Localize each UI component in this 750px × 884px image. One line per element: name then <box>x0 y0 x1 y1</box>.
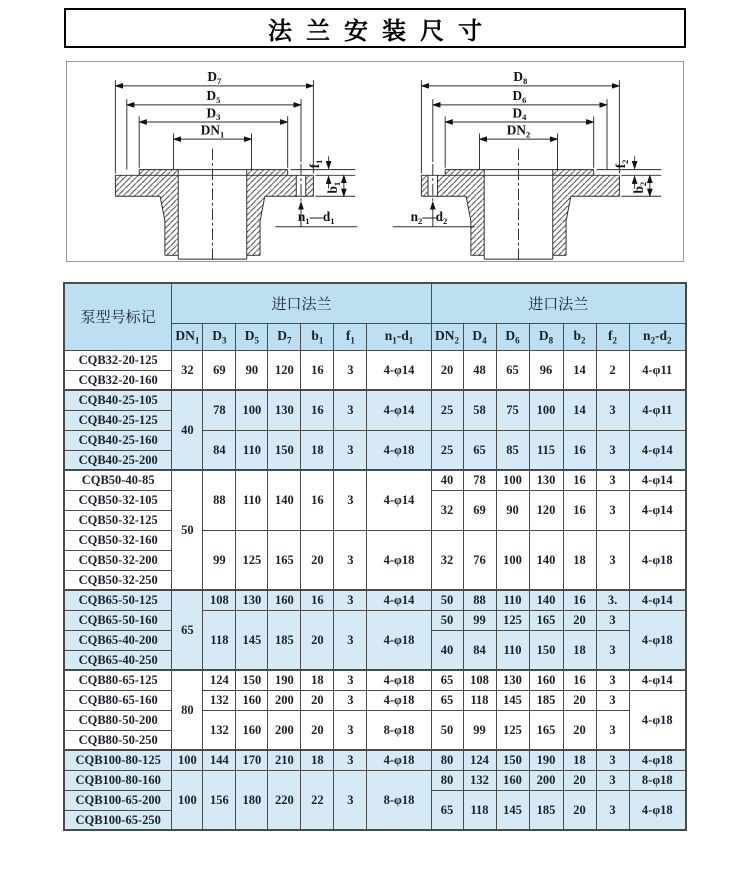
value-cell: 20 <box>563 610 596 630</box>
dim-label-D3: $D_3$ <box>206 104 221 122</box>
value-cell: 4-φ18 <box>629 750 686 770</box>
value-cell: 100 <box>172 750 203 770</box>
model-cell: CQB32-20-125 <box>64 350 172 370</box>
value-cell: 4-φ14 <box>629 590 686 610</box>
value-cell: 118 <box>463 690 496 710</box>
value-cell: 4-φ14 <box>367 350 431 390</box>
value-cell: 3 <box>596 610 629 630</box>
column-header: $D_8$ <box>529 323 563 350</box>
value-cell: 99 <box>203 530 236 590</box>
value-cell: 20 <box>563 770 596 790</box>
value-cell: 16 <box>563 670 596 690</box>
value-cell: 16 <box>301 390 334 430</box>
value-cell: 20 <box>301 610 334 670</box>
value-cell: 20 <box>301 710 334 750</box>
value-cell: 16 <box>301 470 334 530</box>
table-row <box>64 590 686 610</box>
dim-label-n2-d2: $n_2—d_2$ <box>410 208 448 226</box>
value-cell: 3 <box>334 750 367 770</box>
value-cell: 110 <box>236 430 268 470</box>
value-cell: 210 <box>268 750 301 770</box>
model-cell: CQB100-80-160 <box>64 770 172 790</box>
value-cell: 108 <box>463 670 496 690</box>
column-header: $f_2$ <box>596 323 629 350</box>
model-cell: CQB100-65-200 <box>64 790 172 810</box>
value-cell: 190 <box>529 750 563 770</box>
column-header: $b_2$ <box>563 323 596 350</box>
value-cell: 130 <box>268 390 301 430</box>
value-cell: 18 <box>563 530 596 590</box>
value-cell: 3 <box>334 670 367 690</box>
value-cell: 130 <box>496 670 529 690</box>
flange-group-header-2: 进口法兰 <box>431 283 686 323</box>
value-cell: 3 <box>596 790 629 830</box>
flange-group-header-1: 进口法兰 <box>172 283 431 323</box>
value-cell: 14 <box>563 350 596 390</box>
value-cell: 185 <box>268 610 301 670</box>
value-cell: 4-φ18 <box>367 750 431 770</box>
value-cell: 18 <box>301 430 334 470</box>
value-cell: 65 <box>463 430 496 470</box>
dim-label-f1: $f_1$ <box>307 159 324 168</box>
value-cell: 185 <box>529 690 563 710</box>
value-cell: 16 <box>563 490 596 530</box>
model-cell: CQB50-32-125 <box>64 510 172 530</box>
model-cell: CQB50-40-85 <box>64 470 172 490</box>
value-cell: 20 <box>563 710 596 750</box>
value-cell: 90 <box>236 350 268 390</box>
value-cell: 48 <box>463 350 496 390</box>
model-cell: CQB40-25-125 <box>64 410 172 430</box>
value-cell: 3 <box>596 390 629 430</box>
model-cell: CQB50-32-105 <box>64 490 172 510</box>
page-title <box>64 8 686 48</box>
value-cell: 3 <box>596 430 629 470</box>
value-cell: 3 <box>334 610 367 670</box>
value-cell: 4-φ11 <box>629 390 686 430</box>
value-cell: 3 <box>596 630 629 670</box>
value-cell: 170 <box>236 750 268 770</box>
table-row <box>64 470 686 490</box>
value-cell: 110 <box>496 590 529 610</box>
table-row <box>64 530 686 550</box>
dim-label-D4: $D_4$ <box>512 104 527 122</box>
value-cell: 8-φ18 <box>367 770 431 830</box>
value-cell: 156 <box>203 770 236 830</box>
value-cell: 16 <box>563 470 596 490</box>
dim-label-b1: $b_1$ <box>325 181 343 194</box>
value-cell: 130 <box>236 590 268 610</box>
model-cell: CQB65-50-125 <box>64 590 172 610</box>
value-cell: 88 <box>463 590 496 610</box>
value-cell: 4-φ18 <box>629 790 686 830</box>
value-cell: 20 <box>563 690 596 710</box>
value-cell: 125 <box>496 610 529 630</box>
value-cell: 40 <box>431 630 463 670</box>
value-cell: 2 <box>596 350 629 390</box>
value-cell: 69 <box>463 490 496 530</box>
column-header: $D_6$ <box>496 323 529 350</box>
value-cell: 3 <box>596 690 629 710</box>
value-cell: 99 <box>463 710 496 750</box>
model-cell: CQB80-65-125 <box>64 670 172 690</box>
value-cell: 40 <box>172 390 203 470</box>
value-cell: 150 <box>268 430 301 470</box>
value-cell: 100 <box>236 390 268 430</box>
value-cell: 130 <box>529 470 563 490</box>
table-row <box>64 670 686 690</box>
value-cell: 4-φ18 <box>629 690 686 750</box>
table-row <box>64 750 686 770</box>
dim-label-b2: $b_2$ <box>631 181 649 194</box>
value-cell: 50 <box>172 470 203 590</box>
model-cell: CQB80-65-160 <box>64 690 172 710</box>
model-cell: CQB100-80-125 <box>64 750 172 770</box>
value-cell: 18 <box>301 670 334 690</box>
value-cell: 150 <box>236 670 268 690</box>
value-cell: 78 <box>203 390 236 430</box>
value-cell: 32 <box>431 530 463 590</box>
column-header: $b_1$ <box>301 323 334 350</box>
value-cell: 84 <box>463 630 496 670</box>
flange-section-hatch <box>553 169 620 255</box>
dim-label-D6: $D_6$ <box>512 87 527 105</box>
model-cell: CQB80-50-250 <box>64 730 172 750</box>
value-cell: 120 <box>268 350 301 390</box>
model-cell: CQB50-32-250 <box>64 570 172 590</box>
value-cell: 118 <box>463 790 496 830</box>
value-cell: 50 <box>431 610 463 630</box>
value-cell: 16 <box>301 350 334 390</box>
value-cell: 4-φ18 <box>367 690 431 710</box>
value-cell: 125 <box>496 710 529 750</box>
value-cell: 3 <box>596 670 629 690</box>
value-cell: 50 <box>431 710 463 750</box>
value-cell: 132 <box>203 690 236 710</box>
value-cell: 140 <box>268 470 301 530</box>
value-cell: 145 <box>496 790 529 830</box>
value-cell: 3 <box>596 710 629 750</box>
value-cell: 4-φ11 <box>629 350 686 390</box>
value-cell: 25 <box>431 430 463 470</box>
value-cell: 4-φ18 <box>629 610 686 670</box>
value-cell: 132 <box>463 770 496 790</box>
table-row <box>64 610 686 630</box>
value-cell: 185 <box>529 790 563 830</box>
value-cell: 165 <box>268 530 301 590</box>
value-cell: 4-φ18 <box>367 670 431 690</box>
value-cell: 3 <box>334 470 367 530</box>
value-cell: 22 <box>301 770 334 830</box>
value-cell: 3 <box>334 390 367 430</box>
dim-label-D8: $D_8$ <box>513 68 528 86</box>
value-cell: 80 <box>431 770 463 790</box>
value-cell: 140 <box>529 590 563 610</box>
value-cell: 85 <box>496 430 529 470</box>
dim-label-D5: $D_5$ <box>206 87 221 105</box>
value-cell: 65 <box>172 590 203 670</box>
table-row <box>64 710 686 730</box>
value-cell: 4-φ18 <box>367 530 431 590</box>
page-title-text: 法兰安装尺寸 <box>268 17 496 45</box>
value-cell: 3 <box>334 710 367 750</box>
value-cell: 4-φ18 <box>367 430 431 470</box>
value-cell: 110 <box>496 630 529 670</box>
value-cell: 32 <box>431 490 463 530</box>
model-cell: CQB40-25-105 <box>64 390 172 410</box>
value-cell: 200 <box>268 690 301 710</box>
model-cell: CQB50-32-200 <box>64 550 172 570</box>
value-cell: 14 <box>563 390 596 430</box>
value-cell: 58 <box>463 390 496 430</box>
value-cell: 100 <box>496 530 529 590</box>
value-cell: 118 <box>203 610 236 670</box>
value-cell: 3 <box>334 530 367 590</box>
value-cell: 220 <box>268 770 301 830</box>
value-cell: 165 <box>529 610 563 630</box>
model-cell: CQB100-65-250 <box>64 810 172 830</box>
value-cell: 160 <box>529 670 563 690</box>
value-cell: 18 <box>301 750 334 770</box>
value-cell: 110 <box>236 470 268 530</box>
column-header: $D_3$ <box>203 323 236 350</box>
value-cell: 32 <box>172 350 203 390</box>
value-cell: 99 <box>463 610 496 630</box>
column-header: $D_7$ <box>268 323 301 350</box>
column-header: $n_2-d_2$ <box>629 323 686 350</box>
model-cell: CQB65-40-200 <box>64 630 172 650</box>
value-cell: 50 <box>431 590 463 610</box>
table-row <box>64 390 686 410</box>
value-cell: 120 <box>529 490 563 530</box>
column-header: $DN_1$ <box>172 323 203 350</box>
value-cell: 3 <box>596 770 629 790</box>
model-cell: CQB65-50-160 <box>64 610 172 630</box>
value-cell: 75 <box>496 390 529 430</box>
value-cell: 4-φ14 <box>367 390 431 430</box>
value-cell: 108 <box>203 590 236 610</box>
flange-outline-and-dimension-lines <box>115 80 357 259</box>
value-cell: 150 <box>529 630 563 670</box>
value-cell: 190 <box>268 670 301 690</box>
value-cell: 65 <box>496 350 529 390</box>
value-cell: 78 <box>463 470 496 490</box>
pump-model-corner-header: 泵型号标记 <box>64 283 172 350</box>
dim-label-n1-d1: $n_1—d_1$ <box>297 208 335 226</box>
value-cell: 160 <box>236 690 268 710</box>
value-cell: 144 <box>203 750 236 770</box>
value-cell: 20 <box>301 530 334 590</box>
value-cell: 8-φ18 <box>367 710 431 750</box>
value-cell: 65 <box>431 670 463 690</box>
model-cell: CQB65-40-250 <box>64 650 172 670</box>
value-cell: 3 <box>334 430 367 470</box>
column-header: $DN_2$ <box>431 323 463 350</box>
value-cell: 200 <box>529 770 563 790</box>
value-cell: 3 <box>596 470 629 490</box>
dim-label-DN1: $DN_1$ <box>200 121 225 139</box>
value-cell: 80 <box>172 670 203 750</box>
table-row <box>64 770 686 790</box>
value-cell: 20 <box>431 350 463 390</box>
table-row <box>64 690 686 710</box>
dimensions-table <box>63 282 687 831</box>
value-cell: 160 <box>496 770 529 790</box>
value-cell: 90 <box>496 490 529 530</box>
value-cell: 4-φ14 <box>629 670 686 690</box>
value-cell: 100 <box>496 470 529 490</box>
model-cell: CQB40-25-200 <box>64 450 172 470</box>
value-cell: 140 <box>529 530 563 590</box>
value-cell: 4-φ14 <box>367 470 431 530</box>
table-row <box>64 430 686 450</box>
value-cell: 76 <box>463 530 496 590</box>
value-cell: 3 <box>334 350 367 390</box>
value-cell: 3 <box>596 530 629 590</box>
flange-diagrams-panel <box>66 61 684 262</box>
value-cell: 96 <box>529 350 563 390</box>
column-header: $D_5$ <box>236 323 268 350</box>
value-cell: 3 <box>334 590 367 610</box>
value-cell: 40 <box>431 470 463 490</box>
value-cell: 18 <box>563 630 596 670</box>
value-cell: 3. <box>596 590 629 610</box>
value-cell: 69 <box>203 350 236 390</box>
value-cell: 88 <box>203 470 236 530</box>
table-row <box>64 350 686 370</box>
model-cell: CQB80-50-200 <box>64 710 172 730</box>
value-cell: 150 <box>496 750 529 770</box>
value-cell: 4-φ14 <box>629 490 686 530</box>
column-header: $n_1-d_1$ <box>367 323 431 350</box>
value-cell: 3 <box>596 490 629 530</box>
inlet-flange-diagram <box>76 63 368 261</box>
value-cell: 124 <box>203 670 236 690</box>
value-cell: 80 <box>431 750 463 770</box>
value-cell: 124 <box>463 750 496 770</box>
value-cell: 84 <box>203 430 236 470</box>
dim-label-D7: $D_7$ <box>207 68 222 86</box>
value-cell: 20 <box>301 690 334 710</box>
value-cell: 200 <box>268 710 301 750</box>
dim-label-DN2: $DN_2$ <box>506 121 531 139</box>
value-cell: 4-φ18 <box>367 610 431 670</box>
column-header: $D_4$ <box>463 323 496 350</box>
value-cell: 8-φ18 <box>629 770 686 790</box>
value-cell: 100 <box>172 770 203 830</box>
value-cell: 125 <box>236 530 268 590</box>
value-cell: 16 <box>563 590 596 610</box>
value-cell: 4-φ14 <box>629 430 686 470</box>
value-cell: 16 <box>301 590 334 610</box>
column-header: $f_1$ <box>334 323 367 350</box>
model-cell: CQB50-32-160 <box>64 530 172 550</box>
value-cell: 160 <box>268 590 301 610</box>
value-cell: 145 <box>236 610 268 670</box>
value-cell: 3 <box>334 770 367 830</box>
value-cell: 18 <box>563 750 596 770</box>
value-cell: 20 <box>563 790 596 830</box>
value-cell: 4-φ14 <box>629 470 686 490</box>
dim-label-f2: $f_2$ <box>613 159 630 168</box>
value-cell: 165 <box>529 710 563 750</box>
value-cell: 4-φ14 <box>367 590 431 610</box>
model-cell: CQB32-20-160 <box>64 370 172 390</box>
value-cell: 4-φ18 <box>629 530 686 590</box>
value-cell: 160 <box>236 710 268 750</box>
value-cell: 115 <box>529 430 563 470</box>
value-cell: 25 <box>431 390 463 430</box>
value-cell: 3 <box>334 690 367 710</box>
outlet-flange-diagram <box>382 63 674 261</box>
value-cell: 100 <box>529 390 563 430</box>
value-cell: 16 <box>563 430 596 470</box>
value-cell: 132 <box>203 710 236 750</box>
value-cell: 145 <box>496 690 529 710</box>
value-cell: 65 <box>431 690 463 710</box>
value-cell: 3 <box>596 750 629 770</box>
value-cell: 65 <box>431 790 463 830</box>
flange-section-hatch <box>115 169 178 255</box>
value-cell: 180 <box>236 770 268 830</box>
model-cell: CQB40-25-160 <box>64 430 172 450</box>
